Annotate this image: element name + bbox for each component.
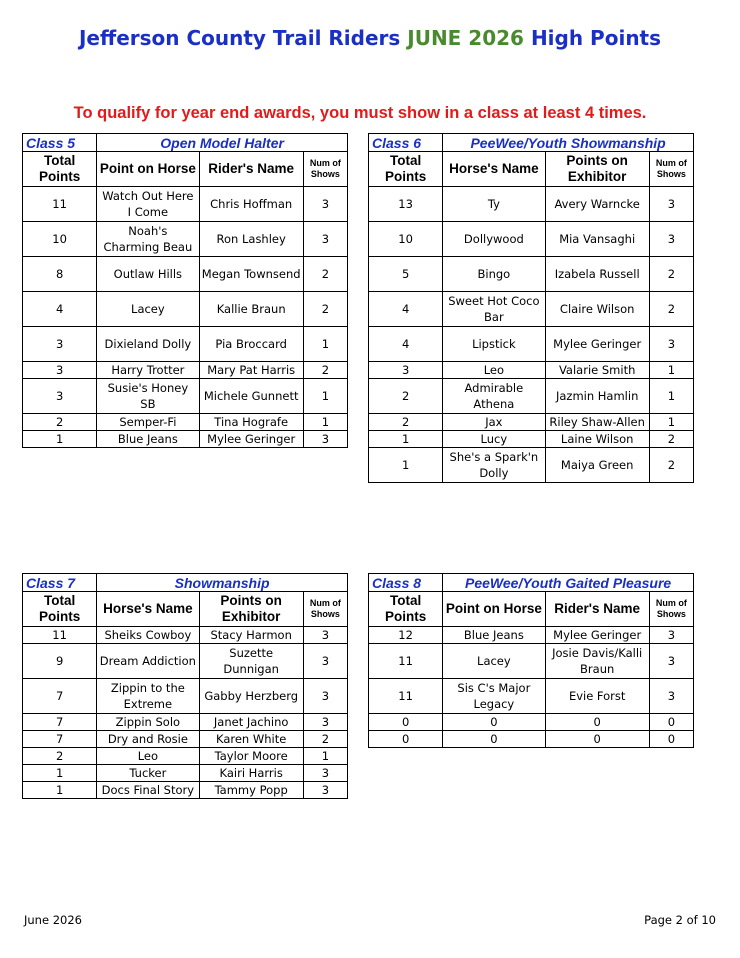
horse-cell: Lacey <box>443 644 545 679</box>
class-title: Showmanship <box>97 574 348 592</box>
page-title <box>0 26 740 50</box>
horse-cell: Dry and Rosie <box>97 731 199 748</box>
points-cell: 13 <box>369 187 443 222</box>
points-cell: 11 <box>23 187 97 222</box>
shows-cell: 2 <box>649 292 693 327</box>
horse-cell: Dixieland Dolly <box>97 327 199 362</box>
table-row <box>23 731 348 748</box>
shows-cell: 2 <box>649 448 693 483</box>
points-cell: 10 <box>369 222 443 257</box>
class-title-row <box>369 134 694 152</box>
person-cell: Jazmin Hamlin <box>545 379 649 414</box>
points-cell: 2 <box>369 414 443 431</box>
points-cell: 1 <box>23 431 97 448</box>
person-cell: Mylee Geringer <box>545 327 649 362</box>
class-title-row <box>23 134 348 152</box>
column-header: Total Points <box>23 152 97 187</box>
points-cell: 0 <box>369 731 443 748</box>
person-cell: Riley Shaw-Allen <box>545 414 649 431</box>
person-cell: Pia Broccard <box>199 327 303 362</box>
column-header: Horse's Name <box>97 592 199 627</box>
column-header: Num of Shows <box>649 152 693 187</box>
table-row <box>369 257 694 292</box>
points-cell: 2 <box>23 748 97 765</box>
table-row <box>23 627 348 644</box>
points-cell: 3 <box>23 327 97 362</box>
person-cell: Stacy Harmon <box>199 627 303 644</box>
table-row <box>369 292 694 327</box>
column-header: Point on Horse <box>443 592 545 627</box>
person-cell: Josie Davis/Kalli Braun <box>545 644 649 679</box>
horse-cell: Blue Jeans <box>443 627 545 644</box>
points-cell: 4 <box>23 292 97 327</box>
class-number: Class 6 <box>369 134 443 152</box>
person-cell: 0 <box>545 731 649 748</box>
column-header: Total Points <box>23 592 97 627</box>
points-cell: 11 <box>369 644 443 679</box>
qualification-note: To qualify for year end awards, you must show in a class at least 4 times. <box>73 104 647 122</box>
points-cell: 4 <box>369 292 443 327</box>
person-cell: Chris Hoffman <box>199 187 303 222</box>
horse-cell: Ty <box>443 187 545 222</box>
horse-cell: Lipstick <box>443 327 545 362</box>
class-title-row <box>369 574 694 592</box>
shows-cell: 3 <box>649 327 693 362</box>
shows-cell: 1 <box>303 327 347 362</box>
shows-cell: 3 <box>649 222 693 257</box>
horse-cell: Harry Trotter <box>97 362 199 379</box>
horse-cell: Bingo <box>443 257 545 292</box>
table-row <box>23 644 348 679</box>
horse-cell: Jax <box>443 414 545 431</box>
horse-cell: Lucy <box>443 431 545 448</box>
person-cell: Tina Hografe <box>199 414 303 431</box>
shows-cell: 3 <box>303 714 347 731</box>
points-cell: 11 <box>23 627 97 644</box>
person-cell: Megan Townsend <box>199 257 303 292</box>
table-row <box>23 679 348 714</box>
person-cell: Mylee Geringer <box>545 627 649 644</box>
title-month-highlight: JUNE 2026 <box>407 26 524 50</box>
shows-cell: 3 <box>649 187 693 222</box>
column-header: Rider's Name <box>199 152 303 187</box>
shows-cell: 0 <box>649 714 693 731</box>
column-header: Points on Exhibitor <box>199 592 303 627</box>
table-row <box>23 782 348 799</box>
table-row <box>23 765 348 782</box>
class-8-table <box>368 573 694 748</box>
footer-date: June 2026 <box>24 913 82 927</box>
points-cell: 4 <box>369 327 443 362</box>
points-cell: 2 <box>23 414 97 431</box>
horse-cell: Leo <box>97 748 199 765</box>
horse-cell: Semper-Fi <box>97 414 199 431</box>
class-7-table <box>22 573 348 799</box>
column-header-row <box>369 592 694 627</box>
class-title: PeeWee/Youth Showmanship <box>443 134 694 152</box>
horse-cell: Outlaw Hills <box>97 257 199 292</box>
shows-cell: 3 <box>303 187 347 222</box>
footer-page-number: Page 2 of 10 <box>644 913 716 927</box>
column-header-row <box>369 152 694 187</box>
table-row <box>23 257 348 292</box>
person-cell: Evie Forst <box>545 679 649 714</box>
shows-cell: 2 <box>649 431 693 448</box>
class-number: Class 5 <box>23 134 97 152</box>
shows-cell: 3 <box>303 679 347 714</box>
points-cell: 3 <box>369 362 443 379</box>
table-row <box>23 431 348 448</box>
person-cell: Gabby Herzberg <box>199 679 303 714</box>
column-header: Horse's Name <box>443 152 545 187</box>
column-header: Point on Horse <box>97 152 199 187</box>
horse-cell: Dream Addiction <box>97 644 199 679</box>
horse-cell: Dollywood <box>443 222 545 257</box>
table-row <box>369 362 694 379</box>
person-cell: 0 <box>545 714 649 731</box>
horse-cell: 0 <box>443 714 545 731</box>
column-header-row <box>23 152 348 187</box>
table-row <box>369 414 694 431</box>
person-cell: Claire Wilson <box>545 292 649 327</box>
horse-cell: 0 <box>443 731 545 748</box>
points-cell: 9 <box>23 644 97 679</box>
horse-cell: Sis C's Major Legacy <box>443 679 545 714</box>
points-cell: 7 <box>23 679 97 714</box>
title-prefix: Jefferson County Trail Riders <box>78 26 408 50</box>
horse-cell: Leo <box>443 362 545 379</box>
class-number: Class 8 <box>369 574 443 592</box>
shows-cell: 3 <box>303 782 347 799</box>
points-cell: 10 <box>23 222 97 257</box>
points-cell: 1 <box>23 782 97 799</box>
person-cell: Mary Pat Harris <box>199 362 303 379</box>
horse-cell: Tucker <box>97 765 199 782</box>
points-cell: 12 <box>369 627 443 644</box>
person-cell: Ron Lashley <box>199 222 303 257</box>
table-row <box>369 644 694 679</box>
shows-cell: 1 <box>649 379 693 414</box>
shows-cell: 3 <box>303 644 347 679</box>
points-cell: 7 <box>23 714 97 731</box>
table-row <box>369 679 694 714</box>
shows-cell: 3 <box>303 431 347 448</box>
class-number: Class 7 <box>23 574 97 592</box>
horse-cell: Zippin Solo <box>97 714 199 731</box>
horse-cell: Sheiks Cowboy <box>97 627 199 644</box>
points-cell: 1 <box>369 448 443 483</box>
horse-cell: Susie's Honey SB <box>97 379 199 414</box>
shows-cell: 3 <box>303 627 347 644</box>
column-header: Rider's Name <box>545 592 649 627</box>
person-cell: Izabela Russell <box>545 257 649 292</box>
table-row <box>23 362 348 379</box>
table-row <box>23 748 348 765</box>
person-cell: Taylor Moore <box>199 748 303 765</box>
shows-cell: 0 <box>649 731 693 748</box>
person-cell: Mylee Geringer <box>199 431 303 448</box>
column-header: Total Points <box>369 152 443 187</box>
title-suffix: High Points <box>523 26 662 50</box>
horse-cell: Zippin to the Extreme <box>97 679 199 714</box>
horse-cell: She's a Spark'n Dolly <box>443 448 545 483</box>
points-cell: 5 <box>369 257 443 292</box>
shows-cell: 1 <box>303 748 347 765</box>
shows-cell: 2 <box>649 257 693 292</box>
person-cell: Janet Jachino <box>199 714 303 731</box>
shows-cell: 2 <box>303 292 347 327</box>
person-cell: Valarie Smith <box>545 362 649 379</box>
shows-cell: 3 <box>649 679 693 714</box>
points-cell: 1 <box>23 765 97 782</box>
points-cell: 1 <box>369 431 443 448</box>
table-row <box>369 431 694 448</box>
column-header: Num of Shows <box>649 592 693 627</box>
table-row <box>369 327 694 362</box>
column-header: Points on Exhibitor <box>545 152 649 187</box>
column-header: Num of Shows <box>303 592 347 627</box>
horse-cell: Lacey <box>97 292 199 327</box>
person-cell: Kairi Harris <box>199 765 303 782</box>
shows-cell: 3 <box>303 222 347 257</box>
class-6-table <box>368 133 694 483</box>
person-cell: Avery Warncke <box>545 187 649 222</box>
table-row <box>369 187 694 222</box>
table-row <box>369 627 694 644</box>
person-cell: Laine Wilson <box>545 431 649 448</box>
shows-cell: 1 <box>649 414 693 431</box>
table-row <box>369 379 694 414</box>
person-cell: Kallie Braun <box>199 292 303 327</box>
person-cell: Tammy Popp <box>199 782 303 799</box>
table-row <box>369 731 694 748</box>
person-cell: Michele Gunnett <box>199 379 303 414</box>
table-row <box>23 222 348 257</box>
horse-cell: Sweet Hot Coco Bar <box>443 292 545 327</box>
column-header-row <box>23 592 348 627</box>
table-row <box>23 714 348 731</box>
person-cell: Mia Vansaghi <box>545 222 649 257</box>
table-row <box>23 292 348 327</box>
points-cell: 0 <box>369 714 443 731</box>
points-cell: 8 <box>23 257 97 292</box>
shows-cell: 2 <box>303 362 347 379</box>
table-row <box>23 187 348 222</box>
table-row <box>369 222 694 257</box>
shows-cell: 1 <box>649 362 693 379</box>
shows-cell: 1 <box>303 379 347 414</box>
shows-cell: 3 <box>649 627 693 644</box>
shows-cell: 1 <box>303 414 347 431</box>
class-title-row <box>23 574 348 592</box>
shows-cell: 3 <box>649 644 693 679</box>
person-cell: Suzette Dunnigan <box>199 644 303 679</box>
class-5-table <box>22 133 348 448</box>
points-cell: 3 <box>23 379 97 414</box>
class-title: PeeWee/Youth Gaited Pleasure <box>443 574 694 592</box>
horse-cell: Watch Out Here I Come <box>97 187 199 222</box>
points-cell: 7 <box>23 731 97 748</box>
points-cell: 2 <box>369 379 443 414</box>
person-cell: Karen White <box>199 731 303 748</box>
table-row <box>23 414 348 431</box>
horse-cell: Docs Final Story <box>97 782 199 799</box>
points-cell: 11 <box>369 679 443 714</box>
column-header: Total Points <box>369 592 443 627</box>
table-row <box>23 379 348 414</box>
shows-cell: 3 <box>303 765 347 782</box>
points-cell: 3 <box>23 362 97 379</box>
shows-cell: 2 <box>303 731 347 748</box>
horse-cell: Noah's Charming Beau <box>97 222 199 257</box>
table-row <box>369 448 694 483</box>
table-row <box>23 327 348 362</box>
table-row <box>369 714 694 731</box>
shows-cell: 2 <box>303 257 347 292</box>
horse-cell: Admirable Athena <box>443 379 545 414</box>
person-cell: Maiya Green <box>545 448 649 483</box>
column-header: Num of Shows <box>303 152 347 187</box>
horse-cell: Blue Jeans <box>97 431 199 448</box>
class-title: Open Model Halter <box>97 134 348 152</box>
